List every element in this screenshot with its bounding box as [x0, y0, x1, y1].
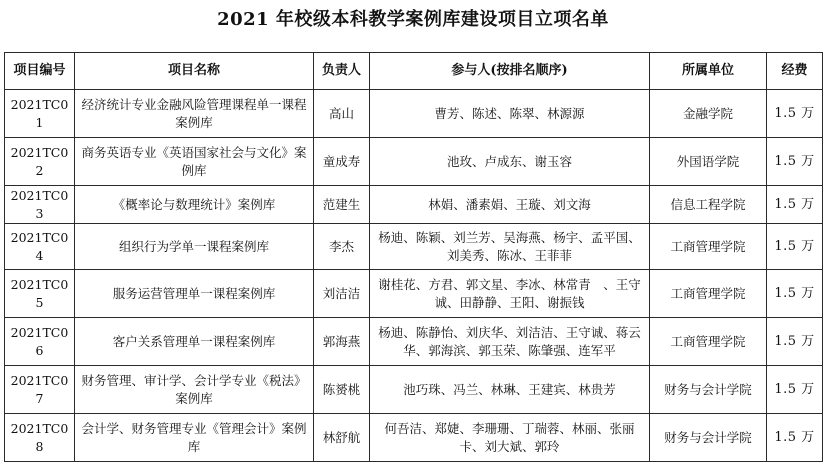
- document-title: 2021 年校级本科教学案例库建设项目立项名单: [217, 9, 609, 30]
- cell-name: 商务英语专业《英语国家社会与文化》案例库: [75, 138, 314, 186]
- header-members: 参与人(按排名顺序): [370, 53, 650, 90]
- table-row: [5, 186, 823, 224]
- cell-members: 杨迪、陈颖、刘兰芳、吴海燕、杨宇、孟平国、刘美秀、陈冰、王菲菲: [370, 224, 650, 270]
- cell-leader: 刘洁洁: [314, 270, 370, 318]
- cell-fund: 1.5 万: [767, 138, 823, 186]
- cell-leader: 林舒航: [314, 414, 370, 462]
- cell-leader: 陈赟桃: [314, 366, 370, 414]
- cell-members: 谢桂花、方君、郭文星、李冰、林常青 、王守诚、田静静、王阳、谢振钱: [370, 270, 650, 318]
- cell-fund: 1.5 万: [767, 270, 823, 318]
- header-fund: 经费: [767, 53, 823, 90]
- cell-code: 2021TC03: [5, 186, 75, 224]
- cell-fund: 1.5 万: [767, 90, 823, 138]
- cell-name: 服务运营管理单一课程案例库: [75, 270, 314, 318]
- cell-unit: 工商管理学院: [650, 270, 767, 318]
- cell-fund: 1.5 万: [767, 366, 823, 414]
- cell-name: 客户关系管理单一课程案例库: [75, 318, 314, 366]
- cell-members: 池玫、卢成东、谢玉容: [370, 138, 650, 186]
- cell-fund: 1.5 万: [767, 224, 823, 270]
- cell-code: 2021TC05: [5, 270, 75, 318]
- cell-leader: 郭海燕: [314, 318, 370, 366]
- cell-members: 林娟、潘素娟、王璇、刘文海: [370, 186, 650, 224]
- header-name: 项目名称: [75, 53, 314, 90]
- cell-members: 杨迪、陈静怡、刘庆华、刘洁洁、王守诚、蒋云华、郭海滨、郭玉荣、陈肇强、连军平: [370, 318, 650, 366]
- cell-unit: 信息工程学院: [650, 186, 767, 224]
- cell-fund: 1.5 万: [767, 318, 823, 366]
- cell-code: 2021TC07: [5, 366, 75, 414]
- cell-unit: 金融学院: [650, 90, 767, 138]
- cell-name: 经济统计专业金融风险管理课程单一课程案例库: [75, 90, 314, 138]
- cell-unit: 外国语学院: [650, 138, 767, 186]
- cell-leader: 李杰: [314, 224, 370, 270]
- cell-code: 2021TC06: [5, 318, 75, 366]
- cell-leader: 范建生: [314, 186, 370, 224]
- header-unit: 所属单位: [650, 53, 767, 90]
- table-row: [5, 366, 823, 414]
- cell-members: 曹芳、陈述、陈翠、林源源: [370, 90, 650, 138]
- cell-leader: 童成寿: [314, 138, 370, 186]
- cell-name: 财务管理、审计学、会计学专业《税法》案例库: [75, 366, 314, 414]
- cell-unit: 工商管理学院: [650, 224, 767, 270]
- cell-leader: 高山: [314, 90, 370, 138]
- cell-unit: 工商管理学院: [650, 318, 767, 366]
- cell-members: 池巧珠、冯兰、林琳、王建宾、林贵芳: [370, 366, 650, 414]
- header-code: 项目编号: [5, 53, 75, 90]
- project-table: [4, 52, 823, 462]
- cell-fund: 1.5 万: [767, 414, 823, 462]
- cell-code: 2021TC04: [5, 224, 75, 270]
- cell-name: 组织行为学单一课程案例库: [75, 224, 314, 270]
- table-header-row: [5, 53, 823, 90]
- header-leader: 负责人: [314, 53, 370, 90]
- cell-name: 《概率论与数理统计》案例库: [75, 186, 314, 224]
- table-row: [5, 414, 823, 462]
- cell-unit: 财务与会计学院: [650, 414, 767, 462]
- cell-members: 何吾洁、郑婕、李珊珊、丁瑞蓉、林丽、张丽卡、刘大斌、郭玲: [370, 414, 650, 462]
- table-row: [5, 270, 823, 318]
- cell-code: 2021TC08: [5, 414, 75, 462]
- table-row: [5, 138, 823, 186]
- cell-code: 2021TC01: [5, 90, 75, 138]
- cell-name: 会计学、财务管理专业《管理会计》案例库: [75, 414, 314, 462]
- table-row: [5, 224, 823, 270]
- table-row: [5, 90, 823, 138]
- table-row: [5, 318, 823, 366]
- cell-fund: 1.5 万: [767, 186, 823, 224]
- cell-code: 2021TC02: [5, 138, 75, 186]
- cell-unit: 财务与会计学院: [650, 366, 767, 414]
